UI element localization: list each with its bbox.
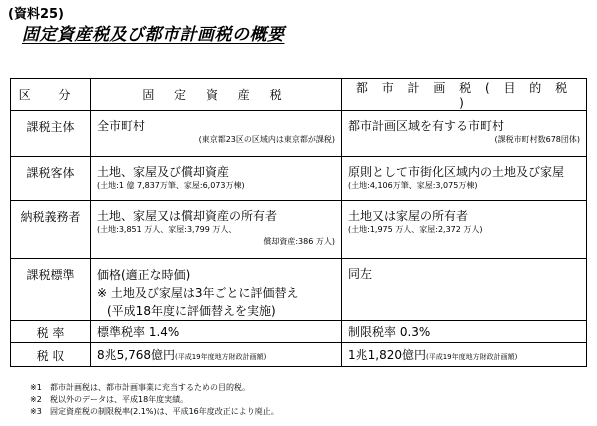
fixed-cell xyxy=(91,201,342,259)
city-cell xyxy=(342,259,587,321)
fixed-main: 全市町村 xyxy=(97,119,146,133)
city-note: (平成19年度地方財政計画額) xyxy=(426,353,518,361)
fixed-main: 標準税率 1.4% xyxy=(97,325,180,339)
row-label: 課税主体 xyxy=(11,111,91,157)
city-main: 都市計画区域を有する市町村 xyxy=(348,119,505,133)
fixed-cell xyxy=(91,259,342,321)
document-label: (資料25) xyxy=(8,7,64,22)
row-taxpayer xyxy=(11,201,587,259)
fixed-sub: (土地:1 億 7,837万筆、家屋:6,073万棟) xyxy=(97,181,245,190)
header-division: 区 分 xyxy=(11,79,91,111)
city-cell xyxy=(342,343,587,367)
fixed-cell xyxy=(91,111,342,157)
row-label: 税 率 xyxy=(11,321,91,343)
fixed-cell xyxy=(91,321,342,343)
fixed-sub: (東京都23区の区域内は東京都が課税) xyxy=(198,135,335,144)
row-taxing-body xyxy=(11,111,587,157)
row-tax-standard xyxy=(11,259,587,321)
fixed-cell xyxy=(91,343,342,367)
fixed-sub-1: (土地:3,851 万人、家屋:3,799 万人、 xyxy=(97,225,237,234)
header-fixed-asset-tax: 固 定 資 産 税 xyxy=(91,79,342,111)
row-label: 課税標準 xyxy=(11,259,91,321)
tax-overview-table xyxy=(10,78,587,367)
fixed-main: 8兆5,768億円 xyxy=(97,348,175,362)
row-label: 税 収 xyxy=(11,343,91,367)
row-label: 納税義務者 xyxy=(11,201,91,259)
city-main: 原則として市街化区域内の土地及び家屋 xyxy=(348,165,565,179)
footnote: ※2 税以外のデータは、平成18年度実績。 xyxy=(30,395,189,404)
footnote: ※3 固定資産税の制限税率(2.1%)は、平成16年度改正により廃止。 xyxy=(30,407,279,416)
fixed-main: 土地、家屋又は償却資産の所有者 xyxy=(97,209,278,223)
fixed-main: 土地、家屋及び償却資産 xyxy=(97,165,230,179)
city-cell xyxy=(342,201,587,259)
fixed-cell xyxy=(91,157,342,201)
city-cell xyxy=(342,157,587,201)
fixed-line-3: (平成18年度に評価替えを実施) xyxy=(107,304,276,318)
fixed-line-2: ※ 土地及び家屋は3年ごとに評価替え xyxy=(97,286,299,300)
city-sub: (土地:4,106万筆、家屋:3,075万棟) xyxy=(348,181,478,190)
footnotes xyxy=(30,382,279,418)
row-tax-revenue xyxy=(11,343,587,367)
header-city-planning-tax: 都 市 計 画 税 ( 目 的 税 ) xyxy=(342,79,587,111)
fixed-sub-2: 償却資産:386 万人) xyxy=(263,237,335,246)
city-cell xyxy=(342,321,587,343)
document-title: 固定資産税及び都市計画税の概要 xyxy=(22,25,285,45)
fixed-line-1: 価格(適正な時価) xyxy=(97,268,191,282)
city-sub: (土地:1,975 万人、家屋:2,372 万人) xyxy=(348,225,483,234)
city-main: 1兆1,820億円 xyxy=(348,348,426,362)
city-main: 制限税率 0.3% xyxy=(348,325,431,339)
city-sub: (課税市町村数678団体) xyxy=(494,135,580,144)
row-tax-object xyxy=(11,157,587,201)
footnote: ※1 都市計画税は、都市計画事業に充当するための目的税。 xyxy=(30,383,250,392)
header-row xyxy=(11,79,587,111)
city-main: 土地又は家屋の所有者 xyxy=(348,209,469,223)
city-cell xyxy=(342,111,587,157)
city-main: 同左 xyxy=(348,267,373,281)
fixed-note: (平成19年度地方財政計画額) xyxy=(175,353,267,361)
row-tax-rate xyxy=(11,321,587,343)
row-label: 課税客体 xyxy=(11,157,91,201)
